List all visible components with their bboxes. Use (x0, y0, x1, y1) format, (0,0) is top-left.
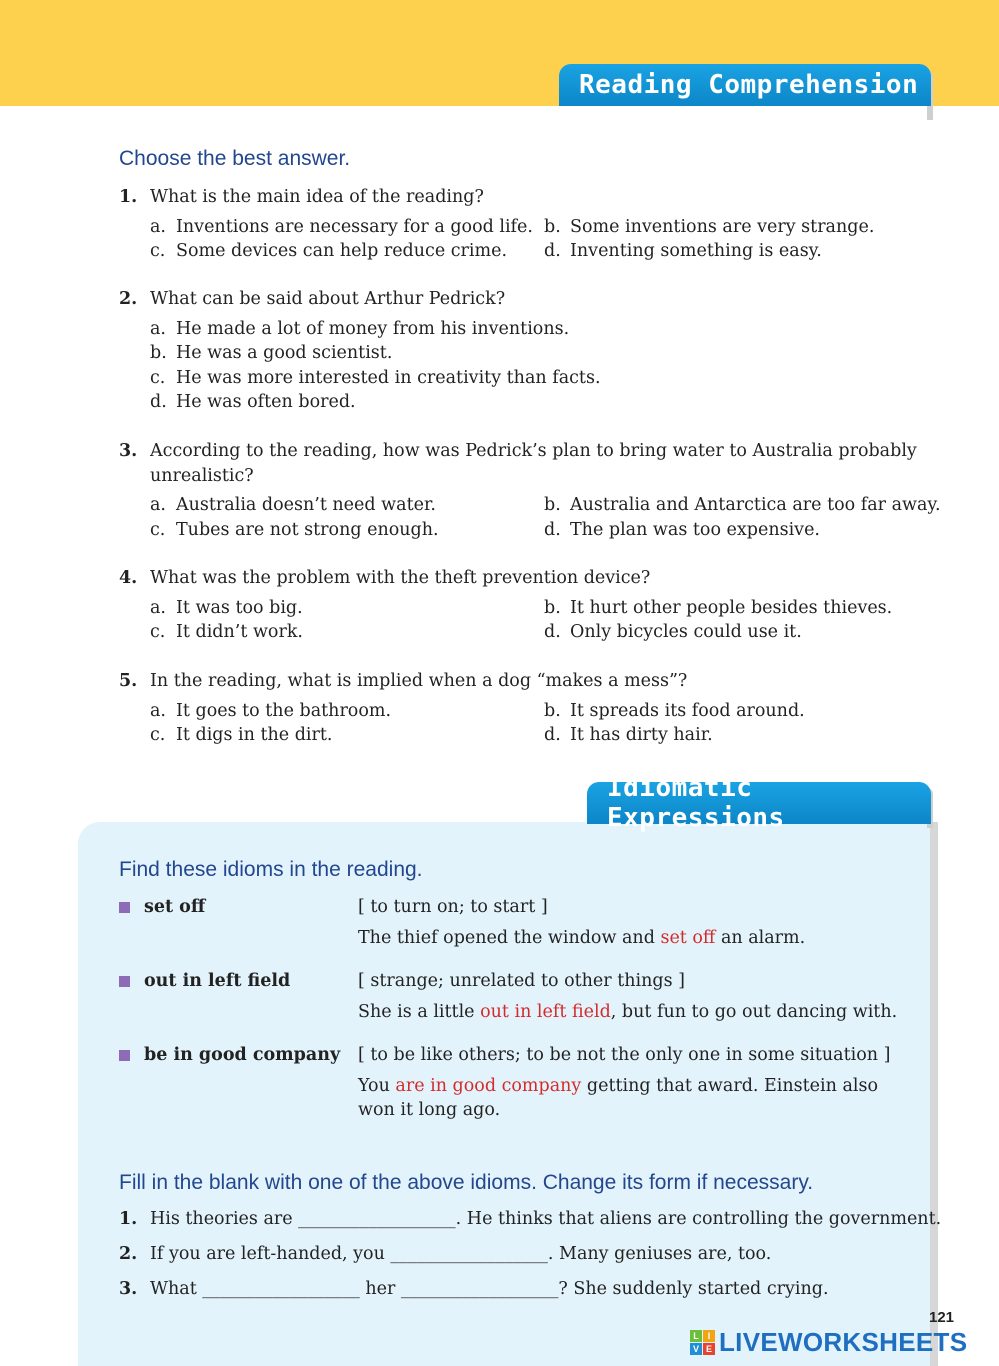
idiom-example: The thief opened the window and set off an alarm. (358, 927, 806, 948)
option-b[interactable]: b. It spreads its food around. (544, 700, 805, 721)
idiom-entry (119, 969, 919, 1024)
question-number: 3. (119, 441, 138, 461)
fill-number: 1. (119, 1209, 138, 1229)
answer-options (150, 317, 601, 415)
option-d[interactable]: d. Only bicycles could use it. (544, 622, 802, 642)
fill-item[interactable] (119, 1277, 829, 1302)
option-a[interactable]: a. Inventions are necessary for a good life. (150, 216, 533, 237)
option-a[interactable]: a. It was too big. (150, 597, 303, 618)
question-number: 1. (119, 187, 138, 207)
idiom-definition: [ to turn on; to start ] (358, 897, 548, 917)
reading-comprehension-tab (559, 64, 931, 106)
option-b[interactable]: b. Australia and Antarctica are too far away. (544, 495, 941, 515)
question-number: 2. (119, 289, 138, 309)
reading-comprehension-title: Reading Comprehension (579, 70, 919, 100)
answer-options (150, 493, 941, 542)
question-4 (119, 566, 944, 645)
option-b[interactable]: b. It hurt other people besides thieves. (544, 597, 893, 618)
question-5 (119, 669, 944, 748)
option-b[interactable]: b. He was a good scientist. (150, 343, 393, 363)
idiom-entry (119, 1043, 919, 1123)
bullet-square-icon (119, 902, 130, 913)
option-c[interactable]: c. Some devices can help reduce crime. (150, 241, 508, 261)
question-2 (119, 287, 601, 415)
option-c[interactable]: c. He was more interested in creativity than facts. (150, 367, 601, 388)
watermark-text: LIVEWORKSHEETS (719, 1327, 968, 1357)
idiom-example: You are in good company getting that award. Einstein also won it long ago. (358, 1075, 879, 1120)
panel-shadow (930, 822, 938, 1366)
page-number: 121 (929, 1309, 955, 1326)
answer-options (150, 699, 944, 748)
idiom-definition: [ to be like others; to be not the only one in some situation ] (358, 1045, 891, 1065)
question-stem: According to the reading, how was Pedrick’s plan to bring water to Australia probably unrealistic? (150, 441, 917, 486)
liveworksheets-logo-icon: L I V E (690, 1330, 715, 1355)
fill-text: What __________________ her __________________? She suddenly started crying. (150, 1279, 829, 1299)
question-stem: In the reading, what is implied when a dog “makes a mess”? (150, 671, 688, 691)
option-d[interactable]: d. It has dirty hair. (544, 725, 713, 745)
choose-best-answer-heading: Choose the best answer. (119, 147, 351, 170)
idiom-definition: [ strange; unrelated to other things ] (358, 971, 685, 991)
answer-options (150, 215, 944, 264)
option-c[interactable]: c. Tubes are not strong enough. (150, 519, 439, 540)
fill-text: If you are left-handed, you __________________. Many geniuses are, too. (150, 1244, 772, 1264)
fill-number: 2. (119, 1244, 138, 1264)
option-c[interactable]: c. It digs in the dirt. (150, 725, 333, 745)
question-stem: What can be said about Arthur Pedrick? (150, 289, 506, 309)
question-stem: What was the problem with the theft prevention device? (150, 568, 651, 588)
find-idioms-heading: Find these idioms in the reading. (119, 858, 423, 881)
question-1 (119, 185, 944, 264)
option-d[interactable]: d. The plan was too expensive. (544, 519, 820, 540)
bullet-square-icon (119, 976, 130, 987)
idiom-term: out in left field (144, 971, 291, 991)
idiom-term: be in good company (144, 1045, 341, 1065)
idiom-example: She is a little out in left field, but fun to go out dancing with. (358, 1001, 898, 1022)
option-c[interactable]: c. It didn’t work. (150, 622, 303, 642)
idiomatic-expressions-title: Idiomatic Expressions (607, 773, 785, 833)
idiom-highlight: are in good company (395, 1075, 582, 1096)
idiom-highlight: set off (660, 927, 716, 948)
idiom-highlight: out in left field (480, 1001, 611, 1022)
option-d[interactable]: d. He was often bored. (150, 392, 356, 412)
fill-item[interactable] (119, 1207, 941, 1232)
option-a[interactable]: a. It goes to the bathroom. (150, 700, 392, 721)
fill-item[interactable] (119, 1242, 771, 1267)
option-b[interactable]: b. Some inventions are very strange. (544, 216, 875, 237)
option-a[interactable]: a. He made a lot of money from his inventions. (150, 318, 570, 339)
bullet-square-icon (119, 1050, 130, 1061)
answer-options (150, 596, 944, 645)
fill-in-blank-heading: Fill in the blank with one of the above idioms. Change its form if necessary. (119, 1171, 814, 1194)
liveworksheets-watermark (690, 1327, 967, 1358)
option-d[interactable]: d. Inventing something is easy. (544, 241, 822, 261)
option-a[interactable]: a. Australia doesn’t need water. (150, 495, 436, 515)
question-number: 5. (119, 671, 138, 691)
fill-text: His theories are __________________. He thinks that aliens are controlling the government. (150, 1209, 942, 1229)
idiom-term: set off (144, 897, 206, 917)
idiom-entry (119, 895, 919, 950)
question-number: 4. (119, 568, 138, 588)
question-stem: What is the main idea of the reading? (150, 187, 484, 207)
fill-number: 3. (119, 1279, 138, 1299)
idiomatic-expressions-tab (587, 773, 931, 833)
question-3 (119, 439, 941, 542)
